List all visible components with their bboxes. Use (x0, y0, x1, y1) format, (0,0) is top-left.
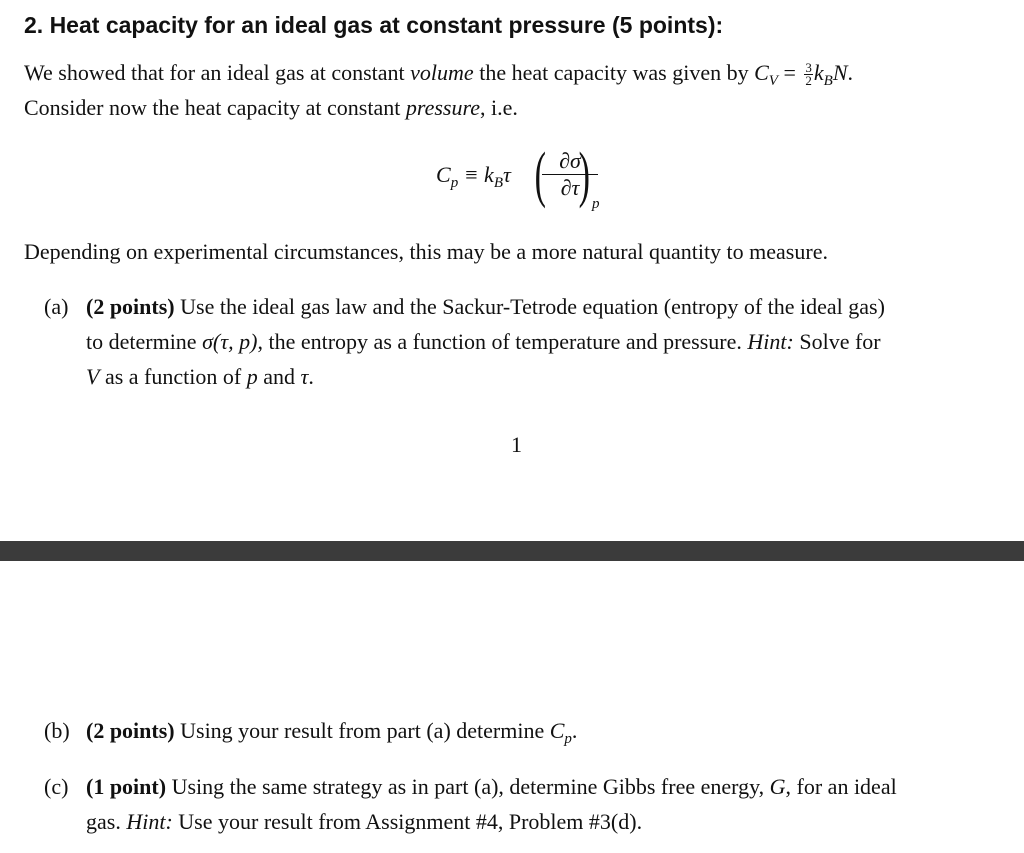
part-b-period: . (571, 718, 578, 743)
part-a-text: to determine (86, 329, 203, 354)
derivative-denominator: ∂τ (560, 175, 580, 200)
part-a-label: (a) (44, 294, 69, 319)
part-a-text: Use the ideal gas law and the Sackur-Tetrode equation (entropy of the ideal gas) (174, 294, 885, 319)
part-a-line-3 (86, 360, 314, 394)
part-b-line (86, 714, 577, 756)
part-a-text: Solve for (793, 329, 881, 354)
left-paren: ( (534, 141, 547, 209)
part-b-label: (b) (44, 718, 70, 743)
kb-symbol: k (813, 60, 824, 85)
depending-paragraph: Depending on experimental circumstances, this may be a more natural quantity to measure. (24, 239, 828, 264)
hint-label: Hint: (747, 329, 794, 354)
g-symbol: G (769, 774, 786, 799)
part-a-text: and (257, 364, 301, 389)
right-paren: ) (578, 141, 591, 209)
intro-volume: volume (410, 60, 474, 85)
part-a-points: (2 points) (86, 294, 175, 319)
cv-symbol: C (754, 60, 769, 85)
intro-line-2 (24, 91, 518, 125)
equiv-kb: ≡ k (458, 162, 494, 187)
part-a-text: as a function of (99, 364, 247, 389)
part-b-text: Using your result from part (a) determine (174, 718, 550, 743)
part-c-line-1 (86, 770, 897, 804)
part-a-period: . (308, 364, 314, 389)
constant-pressure-subscript: p (592, 196, 600, 212)
part-c-points: (1 point) (86, 774, 167, 799)
tau-symbol: τ (300, 364, 309, 389)
part-c-line-2 (86, 805, 642, 839)
fraction-denominator: 2 (805, 73, 812, 89)
intro-pressure: pressure (405, 95, 480, 120)
part-c-text: Using the same strategy as in part (a), determine Gibbs free energy, (166, 774, 770, 799)
derivative-numerator: ∂σ (542, 148, 598, 175)
n-symbol: N (832, 60, 848, 85)
cp-subscript: p (450, 175, 459, 191)
cv-subscript: V (768, 73, 778, 89)
part-c-text: Use your result from Assignment #4, Problem #3(d). (172, 809, 643, 834)
intro-text: We showed that for an ideal gas at constant (24, 60, 411, 85)
problem-heading: 2. Heat capacity for an ideal gas at constant pressure (5 points): (24, 12, 724, 38)
entropy-function: σ(τ, p) (202, 329, 258, 354)
equation-lhs (436, 162, 511, 192)
three-halves-fraction (804, 62, 813, 87)
cp-symbol: C (549, 718, 565, 743)
part-c-label: (c) (44, 774, 69, 799)
cp-subscript: p (564, 731, 572, 747)
part-c-text: gas. (86, 809, 127, 834)
part-a-line-2 (86, 325, 881, 359)
intro-text: , i.e. (479, 95, 518, 120)
part-b-points: (2 points) (86, 718, 175, 743)
intro-period: . (847, 60, 854, 85)
part-a-text: , the entropy as a function of temperature and pressure. (257, 329, 748, 354)
p-symbol: p (246, 364, 258, 389)
page-break-divider (0, 541, 1024, 561)
part-c-text: , for an ideal (785, 774, 897, 799)
fraction-numerator: 3 (805, 60, 812, 76)
kb-subscript: B (823, 73, 833, 89)
cv-equals: = (777, 60, 802, 85)
intro-text: Consider now the heat capacity at constant (24, 95, 406, 120)
page-number: 1 (511, 432, 522, 457)
cp-symbol: C (436, 162, 451, 187)
hint-label: Hint: (126, 809, 173, 834)
kb-subscript: B (493, 175, 503, 191)
part-a-line-1 (86, 290, 885, 324)
tau-symbol: τ (502, 162, 511, 187)
intro-text: the heat capacity was given by (473, 60, 755, 85)
v-symbol: V (86, 364, 100, 389)
